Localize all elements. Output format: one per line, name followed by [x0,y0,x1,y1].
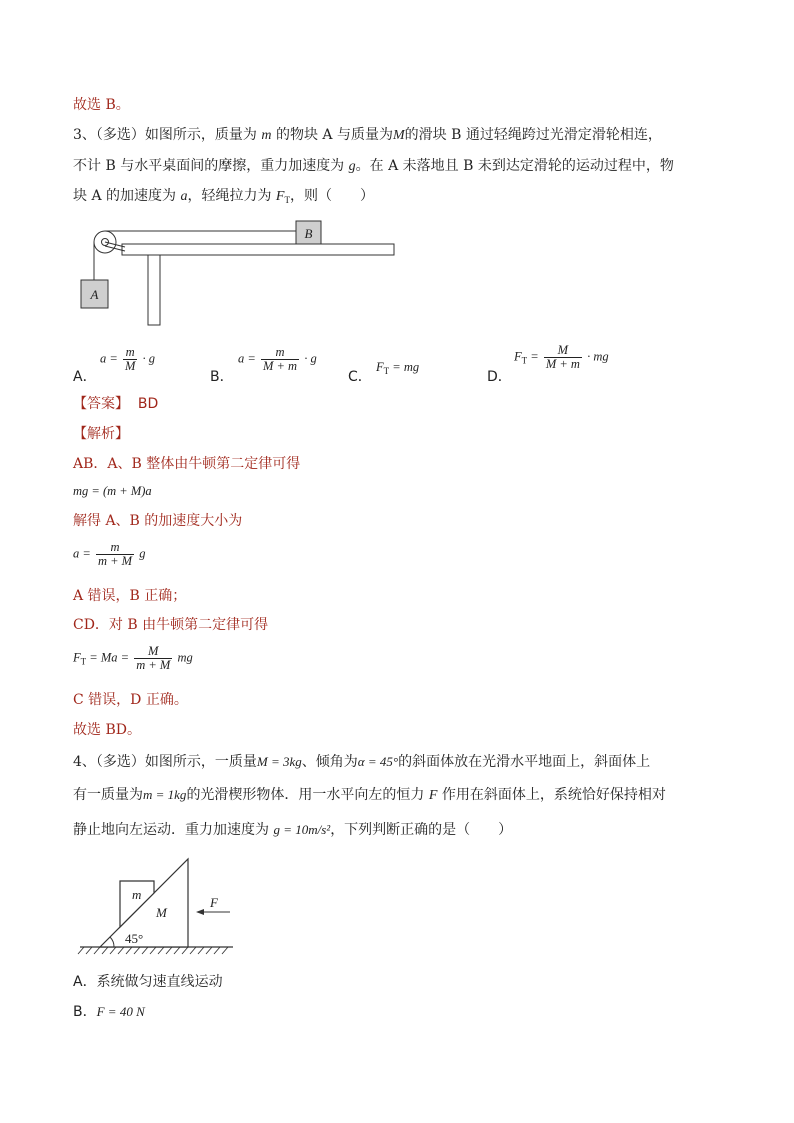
q3-option-c-formula[interactable]: $F_T$ = mg [376,360,420,376]
q3-analysis-final: 故选 BD。 [73,722,141,738]
q4-var-F: F [428,788,438,803]
q3-analysis-solve: 解得 A、B 的加速度大小为 [73,513,243,529]
q4-stem-line-2: 有一质量为m = 1kg的光滑楔形物体．用一水平向左的恒力 F 作用在斜面体上，系统恰好保持相对 [73,787,666,803]
ground-hatch [78,947,228,954]
q3-option-a-formula[interactable]: a = $\frac{m}{M}$ · g [100,345,155,373]
q4-stem-line-1: 4、（多选）如图所示，一质量M = 3kg、倾角为α = 45°的斜面体放在光滑水平地面上，斜面体上 [73,754,651,770]
q4-angle: α = 45° [357,754,399,769]
var-M: M [392,128,405,143]
q3-number: 3、 [73,127,96,143]
q3-analysis-cd-result: C 错误，D 正确。 [73,692,188,708]
q3-pulley-figure [70,215,400,330]
q3-analysis-cd: CD．对 B 由牛顿第二定律可得 [73,617,269,633]
q3-option-d-formula[interactable]: $F_T$ = $\frac{M}{M + m}$ · mg [514,343,609,371]
q4-tag: （多选） [95,754,145,770]
q3-stem-line-3: 块 A 的加速度为 a，轻绳拉力为 $F_T$，则（ ） [73,188,374,205]
q3-tag: （多选） [95,127,145,143]
q3-eq2: a = $\frac{m}{m + M}$ g [73,540,146,568]
table-top [122,244,394,255]
q3-stem-line-1: 3、（多选）如图所示，质量为 m 的物块 A 与质量为M的滑块 B 通过轻绳跨过光滑定滑轮相连， [73,127,662,143]
q3-answer [73,395,158,413]
var-a: a [180,189,188,204]
wedge-M-label: M [156,905,167,920]
table-leg [148,255,160,325]
q4-option-b[interactable]: B．F = 40 N [73,1004,145,1020]
q4-mass-m: m = 1kg [143,787,187,802]
q3-eq3: $F_T = Ma$ = $\frac{M}{m + M}$ mg [73,644,193,672]
q3-analysis-ab: AB．A、B 整体由牛顿第二定律可得 [73,456,301,472]
force-arrow-head [196,909,204,915]
q4-gravity: g = 10m/s² [273,822,331,837]
answer-value: BD [137,396,159,412]
block-a-label: A [90,287,99,302]
force-label: F [210,895,218,910]
q4-mass-M: M = 3kg [256,754,302,769]
q4-incline-figure [70,850,240,960]
answer-label: 【答案】 [73,396,129,412]
previous-answer-line: 故选 B。 [73,97,130,113]
block-b-label: B [304,226,313,241]
var-F: F [275,189,285,204]
q3-analysis-label: 【解析】 [73,426,129,442]
q3-option-d-label[interactable]: D． [487,369,512,385]
q4-stem-line-3: 静止地向左运动．重力加速度为 g = 10m/s²，下列判断正确的是（ ） [73,822,513,838]
q3-analysis-ab-result: A 错误，B 正确； [73,588,187,604]
angle-label: 45° [125,931,144,946]
q4-number: 4、 [73,754,96,770]
q3-option-b-label[interactable]: B． [210,369,234,385]
block-m-label: m [132,887,142,902]
q4-option-a[interactable]: A．系统做匀速直线运动 [73,974,223,990]
var-m: m [261,128,272,143]
q3-option-b-formula[interactable]: a = $\frac{m}{M + m}$ · g [238,345,317,373]
q3-stem-line-2: 不计 B 与水平桌面间的摩擦，重力加速度为 g。在 A 未落地且 B 未到达定滑轮的运动过程中，物 [73,158,674,174]
q3-eq1: mg = (m + M)a [73,484,152,498]
q3-option-c-label[interactable]: C． [348,369,372,385]
q3-option-a-label[interactable]: A． [73,369,97,385]
var-g: g [348,159,356,174]
